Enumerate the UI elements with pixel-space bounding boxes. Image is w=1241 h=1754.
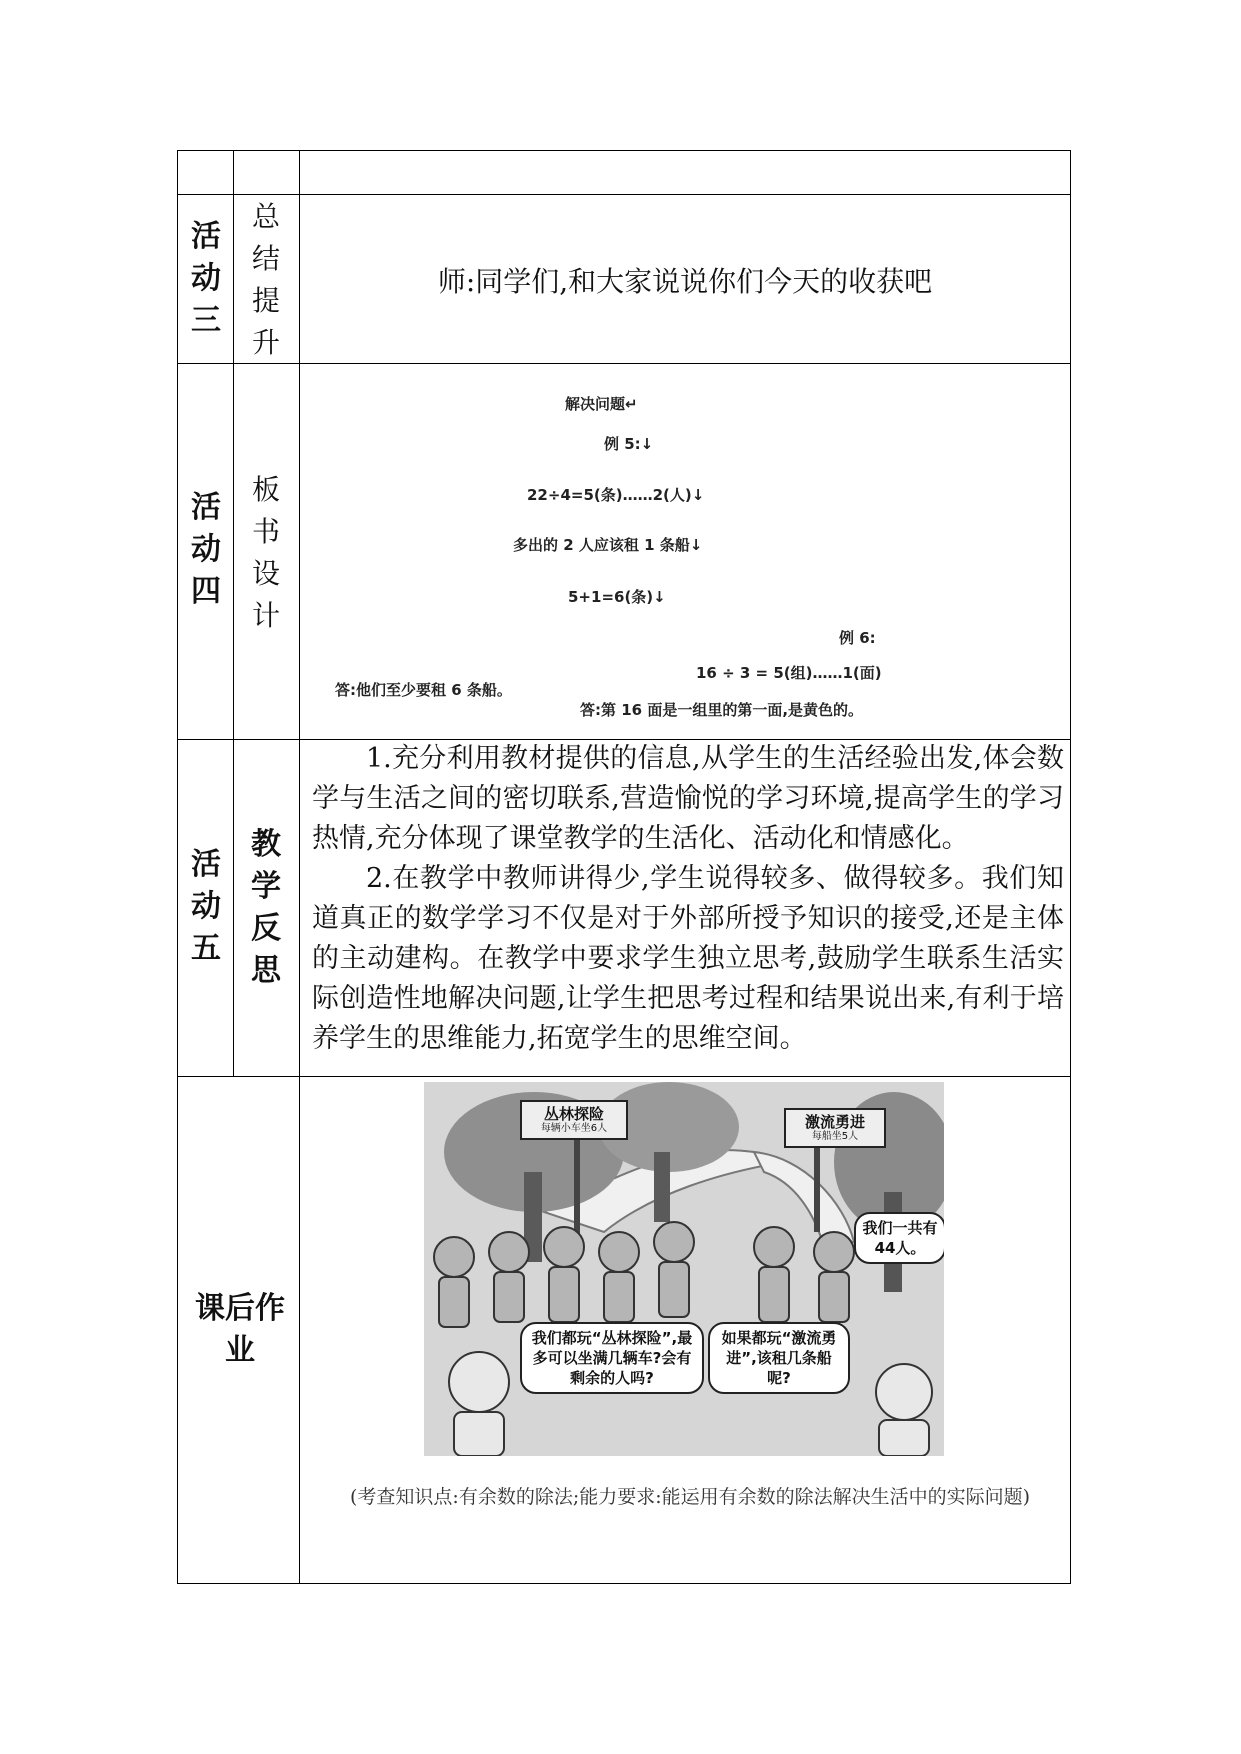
board-note: 多出的 2 人应该租 1 条船↓ <box>513 536 703 554</box>
table-line-row2 <box>177 363 1071 364</box>
homework-label-line: 课后作 <box>195 1291 285 1326</box>
sign-rafting <box>784 1108 886 1148</box>
table-border-top <box>177 150 1071 151</box>
homework-label-line: 业 <box>225 1333 255 1368</box>
sub-char: 教 <box>251 827 281 862</box>
table-border-right <box>1070 150 1071 1584</box>
reflection-paragraph-2: 2.在教学中教师讲得少,学生说得较多、做得较多。我们知道真正的数学学习不仅是对于外部所授予知识的接受,还是主体的主动建构。在教学中要求学生独立思考,鼓励学生联系生活实际创造性地解决问题,让学生把思考过程和结果说出来,有利于培养学生的思维能力,拓宽学生的思维空间。 <box>312 863 1064 1054</box>
homework-label <box>182 1288 298 1372</box>
reflection-paragraph-1: 1.充分利用教材提供的信息,从学生的生活经验出发,体会数学与生活之间的密切联系,营造愉悦的学习环境,提高学生的学习热情,充分体现了课堂教学的生活化、活动化和情感化。 <box>312 743 1064 854</box>
sub-char: 结 <box>251 242 280 275</box>
table-col-line-1 <box>233 150 234 1077</box>
activity3-content: 师:同学们,和大家说说你们今天的收获吧 <box>437 265 933 298</box>
board-answer1: 答:他们至少要租 6 条船。 <box>335 681 512 699</box>
label-char: 四 <box>191 574 221 609</box>
label-char: 动 <box>191 889 221 924</box>
board-example5: 例 5:↓ <box>604 435 654 453</box>
sign-rafting-title: 激流勇进 <box>804 1113 865 1131</box>
board-equation2: 5+1=6(条)↓ <box>568 588 666 606</box>
sub-char: 计 <box>251 599 280 632</box>
sub-char: 升 <box>251 326 280 359</box>
activity5-label <box>184 844 228 970</box>
homework-note: (考查知识点:有余数的除法;能力要求:能运用有余数的除法解决生活中的实际问题) <box>350 1486 1031 1508</box>
sub-char: 板 <box>251 473 280 506</box>
reflection-text <box>312 739 1064 1059</box>
board-example6: 例 6: <box>839 629 876 647</box>
label-char: 三 <box>191 303 221 338</box>
label-char: 动 <box>191 532 221 567</box>
activity4-label <box>184 487 228 613</box>
sub-char: 书 <box>251 515 280 548</box>
sub-char: 反 <box>251 911 281 946</box>
board-equation3: 16 ÷ 3 = 5(组)……1(面) <box>696 664 882 682</box>
sign-rafting-subtitle: 每船坐5人 <box>811 1131 859 1142</box>
sign-jungle-adventure <box>520 1100 628 1140</box>
sub-char: 设 <box>251 557 280 590</box>
activity5-sublabel <box>244 824 288 992</box>
table-line-row1 <box>177 194 1071 195</box>
sub-char: 学 <box>251 869 281 904</box>
table-line-row4 <box>177 1076 1071 1077</box>
board-answer2: 答:第 16 面是一组里的第一面,是黄色的。 <box>580 701 864 719</box>
speech-bubble-girl: 如果都玩“激流勇进”,该租几条船呢? <box>708 1322 850 1394</box>
sign-jungle-title: 丛林探险 <box>543 1105 604 1123</box>
label-char: 活 <box>191 219 221 254</box>
label-char: 活 <box>191 847 221 882</box>
table-border-bottom <box>177 1583 1071 1584</box>
sub-char: 思 <box>251 953 281 988</box>
speech-bubble-boy: 我们都玩“丛林探险”,最多可以坐满几辆车?会有剩余的人吗? <box>520 1322 704 1394</box>
sub-char: 提 <box>251 284 280 317</box>
table-col-line-2 <box>299 150 300 1584</box>
table-border-left <box>177 150 178 1584</box>
activity3-label <box>184 216 228 342</box>
board-title: 解决问题↵ <box>565 395 638 413</box>
board-equation1: 22÷4=5(条)……2(人)↓ <box>527 486 705 504</box>
label-char: 动 <box>191 261 221 296</box>
label-char: 五 <box>191 931 221 966</box>
activity3-sublabel <box>244 196 288 364</box>
label-char: 活 <box>191 490 221 525</box>
activity4-sublabel <box>244 469 288 637</box>
homework-illustration <box>424 1082 944 1456</box>
sub-char: 总 <box>251 200 280 233</box>
sign-jungle-subtitle: 每辆小车坐6人 <box>540 1123 608 1134</box>
speech-bubble-total: 我们一共有44人。 <box>854 1212 944 1264</box>
